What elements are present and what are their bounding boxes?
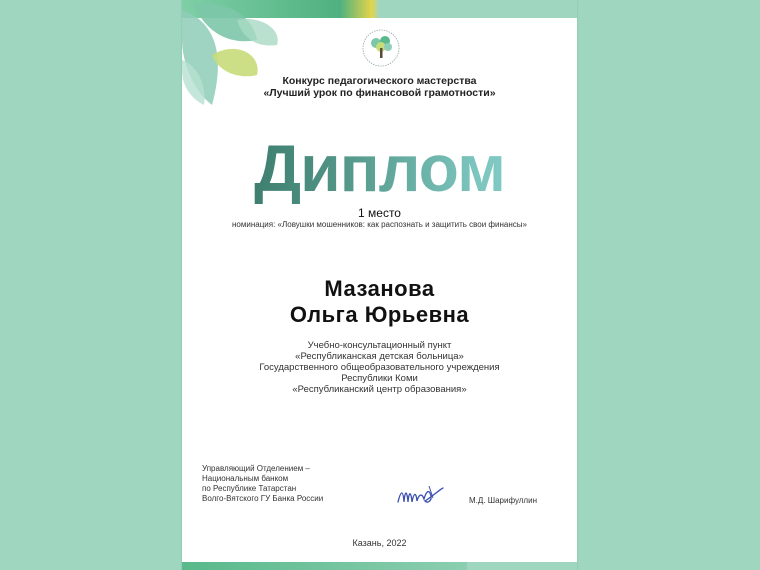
diploma-title: Диплом — [182, 128, 577, 208]
winner-surname: Мазанова — [324, 276, 435, 301]
diploma-sheet — [182, 0, 577, 570]
bottom-decor-bar — [182, 562, 577, 570]
city-year: Казань, 2022 — [352, 538, 407, 548]
organization-line: «Республиканский центр образования» — [292, 384, 467, 395]
issuer-line: по Республике Татарстан — [202, 484, 297, 493]
winner-given-names: Ольга Юрьевна — [289, 302, 470, 327]
organization-line: «Республиканская детская больница» — [295, 351, 464, 362]
organization-line: Учебно-консультационный пункт — [307, 340, 452, 351]
issuer-line: Национальным банком — [202, 474, 289, 483]
signature-image — [395, 482, 455, 510]
signer-name: М.Д. Шарифуллин — [469, 496, 537, 505]
tree-logo-icon — [361, 28, 401, 68]
contest-name-line2: «Лучший урок по финансовой грамотности» — [263, 87, 496, 99]
place-award: 1 место — [358, 206, 401, 220]
organization-line: Государственного общеобразовательного учреждения — [259, 362, 500, 373]
issuer-line: Управляющий Отделением – — [202, 464, 310, 473]
issuer-line: Волго-Вятского ГУ Банка России — [202, 494, 324, 503]
organization-line: Республики Коми — [341, 373, 418, 384]
nomination-text: номинация: «Ловушки мошенников: как распознать и защитить свои финансы» — [232, 220, 527, 229]
contest-name-line1: Конкурс педагогического мастерства — [282, 75, 477, 87]
